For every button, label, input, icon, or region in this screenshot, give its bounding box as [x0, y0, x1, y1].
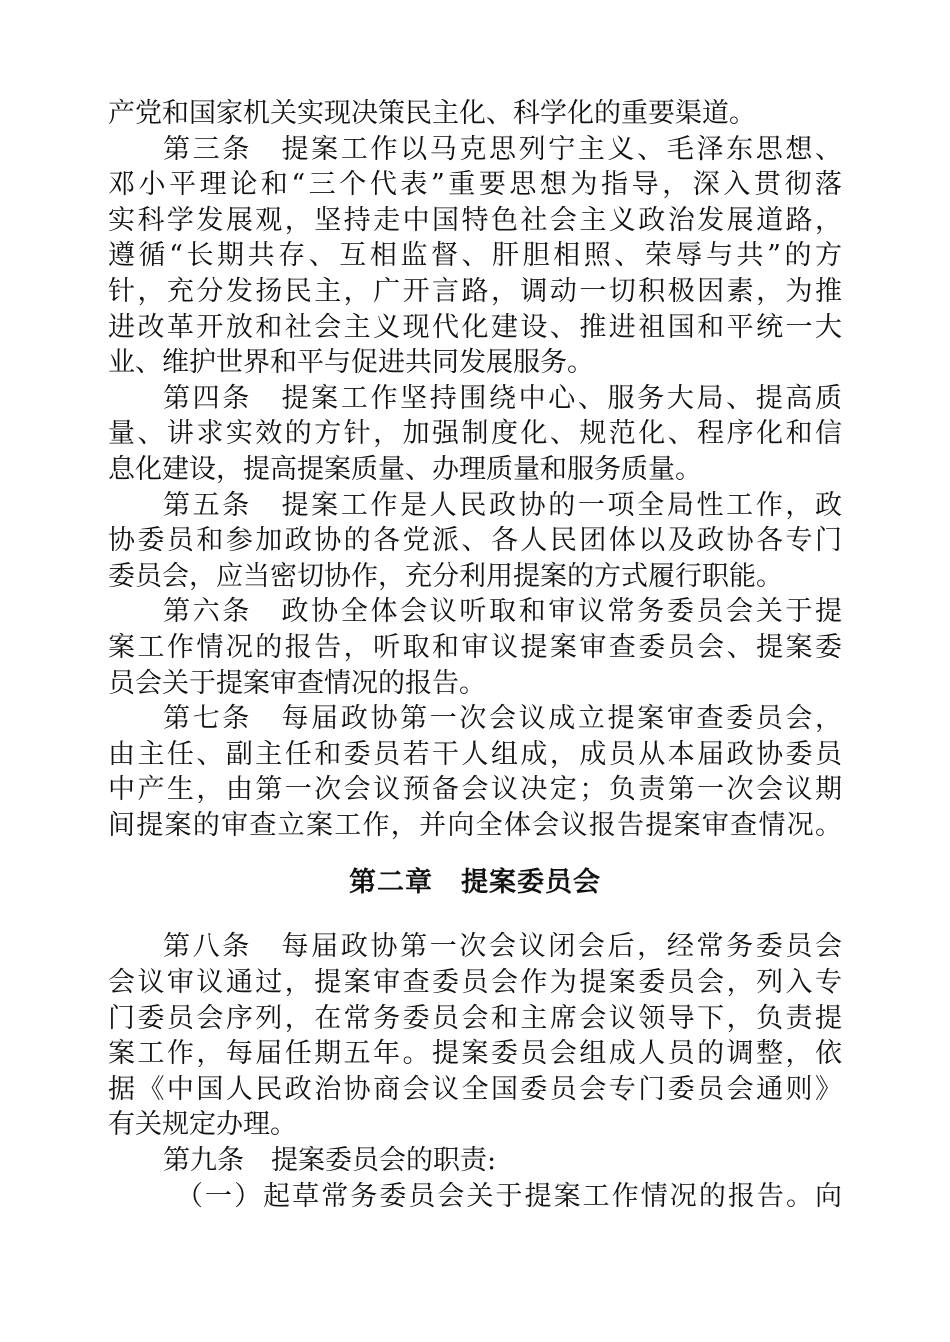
article-4: [108, 381, 842, 488]
chapter-heading: 第二章 提案委员会: [349, 867, 601, 899]
text-line: 针，充分发扬民主，广开言路，调动一切积极因素，为推: [108, 275, 842, 307]
text-line: （一）起草常务委员会关于提案工作情况的报告。向: [176, 1180, 842, 1212]
article-9-item-1: [108, 1179, 842, 1215]
article-9: [108, 1143, 842, 1179]
text-line: 中产生，由第一次会议预备会议决定；负责第一次会议期: [108, 774, 842, 806]
article-3: [108, 132, 842, 381]
text-line: 实科学发展观，坚持走中国特色社会主义政治发展道路，: [108, 204, 842, 236]
text-line: 进改革开放和社会主义现代化建设、推进祖国和平统一大: [108, 311, 842, 343]
text-line: 量、讲求实效的方针，加强制度化、规范化、程序化和信: [108, 418, 842, 450]
text-line: 会议审议通过，提案审查委员会作为提案委员会，列入专: [108, 967, 842, 999]
article-7: [108, 701, 842, 843]
text-line: 遵循“长期共存、互相监督、肝胆相照、荣辱与共”的方: [108, 240, 842, 272]
article-8: [108, 929, 842, 1143]
text-line: 产党和国家机关实现决策民主化、科学化的重要渠道。: [108, 98, 756, 129]
text-line: 第四条 提案工作坚持围绕中心、服务大局、提高质: [163, 382, 842, 414]
text-line: 员会关于提案审查情况的报告。: [108, 667, 486, 699]
text-line: 第七条 每届政协第一次会议成立提案审查委员会，: [163, 703, 842, 735]
text-line: 间提案的审查立案工作，并向全体会议报告提案审查情况。: [108, 809, 842, 841]
text-line: 第五条 提案工作是人民政协的一项全局性工作，政: [163, 489, 842, 521]
text-line: 协委员和参加政协的各党派、各人民团体以及政协各专门: [108, 525, 842, 557]
text-line: 据《中国人民政治协商会议全国委员会专门委员会通则》: [108, 1073, 842, 1105]
document-page: [108, 96, 842, 1214]
article-5: [108, 488, 842, 595]
article-6: [108, 594, 842, 701]
text-line: 息化建设，提高提案质量、办理质量和服务质量。: [108, 453, 702, 485]
text-line: 门委员会序列，在常务委员会和主席会议领导下，负责提: [108, 1002, 842, 1034]
text-line: 案工作，每届任期五年。提案委员会组成人员的调整，依: [108, 1038, 842, 1070]
text-line: 第九条 提案委员会的职责:: [163, 1145, 497, 1177]
text-line: 由主任、副主任和委员若干人组成，成员从本届政协委员: [108, 738, 842, 770]
text-line: 有关规定办理。: [108, 1109, 297, 1141]
text-line: 委员会，应当密切协作，充分利用提案的方式履行职能。: [108, 560, 783, 592]
text-line: 第三条 提案工作以马克思列宁主义、毛泽东思想、: [163, 133, 842, 165]
text-line: 案工作情况的报告，听取和审议提案审查委员会、提案委: [108, 631, 842, 663]
text-line: 邓小平理论和“三个代表”重要思想为指导，深入贯彻落: [108, 169, 842, 201]
text-line: 业、维护世界和平与促进共同发展服务。: [108, 347, 594, 379]
paragraph-continuation: [108, 96, 842, 132]
text-line: 第八条 每届政协第一次会议闭会后，经常务委员会: [163, 931, 842, 963]
text-line: 第六条 政协全体会议听取和审议常务委员会关于提: [163, 596, 842, 628]
